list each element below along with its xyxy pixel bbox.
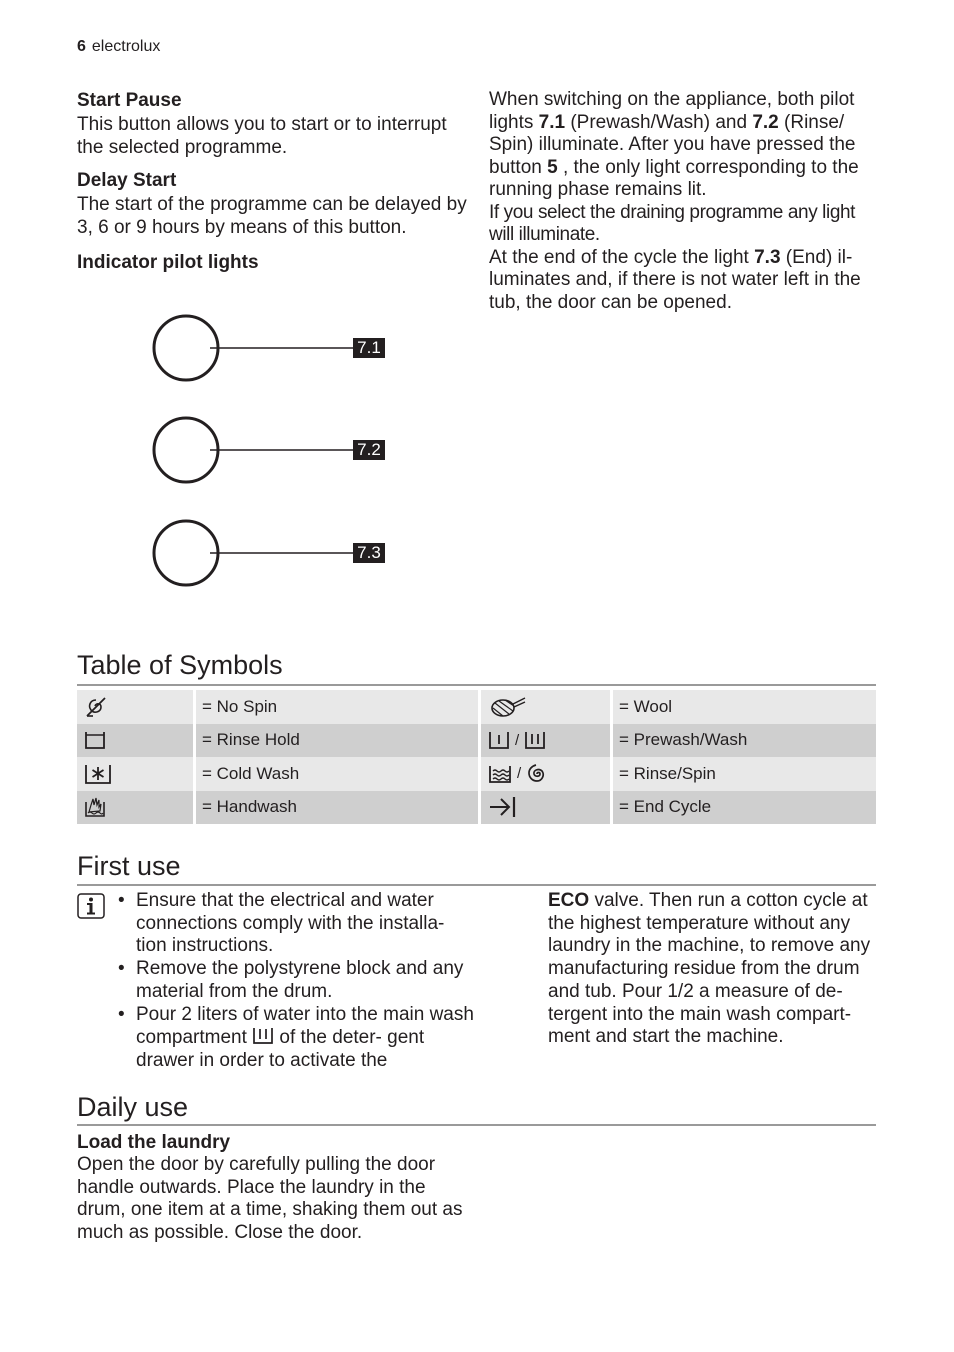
main-wash-icon — [252, 1026, 274, 1046]
symbol-separator: / — [517, 765, 522, 783]
pilot-light-1-circle — [154, 316, 218, 380]
text-span: valve. Then run a cotton cycle at the highest temperature without any laundry in the machine, to remove any manufacturing residue from the drum and tub. Pour 1/2 a measure of de- tergent into the main wash compart- ment and start the machine. — [548, 890, 871, 1048]
symbol-label: = Cold Wash — [196, 757, 481, 791]
pilot-light-3-circle — [154, 521, 218, 585]
symbol-label: = No Spin — [196, 690, 481, 724]
pilot-light-2-circle — [154, 418, 218, 482]
load-laundry-text: Open the door by carefully pulling the door handle outwards. Place the laundry in the drum, one item at a time, shaking them out as much as possible. Close the door. — [77, 1154, 463, 1244]
right-column — [489, 89, 879, 314]
ref-7-1: 7.1 — [538, 111, 566, 133]
first-use-continued — [548, 890, 878, 1049]
ref-7-3: 7.3 — [754, 246, 781, 268]
first-use-cont-text — [548, 890, 878, 1049]
pilot-lights-description — [489, 89, 879, 202]
list-item: • Remove the polystyrene block and any material from the drum. — [115, 958, 475, 1003]
indicator-heading: Indicator pilot lights — [77, 252, 259, 273]
main-wash-icon — [523, 729, 547, 751]
table-row — [77, 724, 876, 758]
text-span: (Rinse/ Spin) illuminate. After you have pressed the button — [489, 111, 856, 178]
symbol-cell — [481, 791, 613, 825]
symbol-cell — [481, 690, 613, 724]
list-item — [115, 1004, 475, 1073]
cold-wash-icon — [83, 762, 113, 786]
list-item: • Ensure that the electrical and water connections comply with the installa- tion instructions. — [115, 890, 475, 958]
first-use-title: First use — [77, 851, 181, 881]
symbols-table — [77, 690, 876, 824]
pilot-label-7-3: 7.3 — [353, 543, 385, 563]
rinse-spin-icon — [487, 762, 604, 786]
pilot-light-2 — [154, 418, 355, 482]
table-row — [77, 690, 876, 724]
rinse-icon — [487, 763, 513, 785]
prewash-icon — [487, 729, 511, 751]
symbol-cell — [77, 791, 196, 825]
daily-use-title: Daily use — [77, 1092, 189, 1122]
symbol-cell — [77, 724, 196, 758]
delay-start-text: The start of the programme can be delayed by 3, 6 or 9 hours by means of this button. — [77, 194, 467, 238]
first-use-list — [115, 890, 475, 1073]
symbol-cell — [481, 724, 613, 758]
pilot-label-7-1: 7.1 — [353, 338, 385, 358]
table-row — [77, 791, 876, 825]
symbols-title: Table of Symbols — [77, 650, 283, 680]
pilot-light-1 — [154, 316, 355, 380]
info-icon — [77, 893, 105, 919]
text-span: When switching on the appliance, both pilot lights — [489, 89, 855, 133]
start-pause-text: This button allows you to start or to interrupt the selected programme. — [77, 114, 447, 158]
text-span: (End) il- luminates and, if there is not water left in the tub, the door can be opened. — [489, 246, 861, 313]
text-span: At the end of the cycle the light — [489, 246, 755, 268]
symbol-label: = Prewash/Wash — [613, 724, 876, 758]
symbol-cell — [481, 757, 613, 791]
text-span: of the deter- gent drawer in order to activate the — [136, 1027, 425, 1071]
pilot-light-3 — [154, 521, 355, 585]
symbol-label: = Handwash — [196, 791, 481, 825]
delay-start-heading: Delay Start — [77, 170, 177, 191]
start-pause-heading: Start Pause — [77, 90, 182, 111]
text-span: , the only light corresponding to the running phase remains lit. — [489, 156, 859, 200]
symbol-separator: / — [515, 731, 520, 749]
page-number: 6 — [77, 38, 86, 55]
handwash-icon — [83, 795, 107, 819]
left-column — [77, 89, 469, 275]
symbol-label: = Rinse/Spin — [613, 757, 876, 791]
no-spin-icon — [83, 694, 109, 720]
text-span: Pour 2 liters of water into the main wash compartment — [136, 1003, 474, 1049]
brand-name: electrolux — [91, 38, 161, 55]
symbol-label: = End Cycle — [613, 791, 876, 825]
daily-use-divider — [77, 1124, 876, 1126]
draining-note: If you select the draining programme any light will illuminate. — [489, 201, 856, 245]
symbol-cell — [77, 690, 196, 724]
symbol-label: = Wool — [613, 690, 876, 724]
eco-label: ECO — [548, 890, 590, 911]
symbol-label: = Rinse Hold — [196, 724, 481, 758]
ref-7-2: 7.2 — [752, 111, 779, 133]
rinse-hold-icon — [83, 729, 107, 751]
end-cycle-note — [489, 247, 879, 315]
table-row — [77, 757, 876, 791]
symbol-cell — [77, 757, 196, 791]
prewash-wash-icon — [487, 729, 604, 751]
page-header — [77, 38, 160, 56]
pilot-label-7-2: 7.2 — [353, 440, 385, 460]
first-use-divider — [77, 884, 876, 886]
wool-icon — [487, 694, 527, 720]
load-laundry-section — [77, 1131, 469, 1245]
load-laundry-heading: Load the laundry — [77, 1132, 231, 1153]
end-cycle-icon — [487, 795, 517, 819]
symbols-divider — [77, 684, 876, 686]
text-span: (Prewash/Wash) and — [565, 111, 753, 133]
ref-button-5: 5 — [547, 156, 558, 178]
spin-icon — [525, 762, 549, 786]
first-use-steps — [115, 890, 475, 1073]
